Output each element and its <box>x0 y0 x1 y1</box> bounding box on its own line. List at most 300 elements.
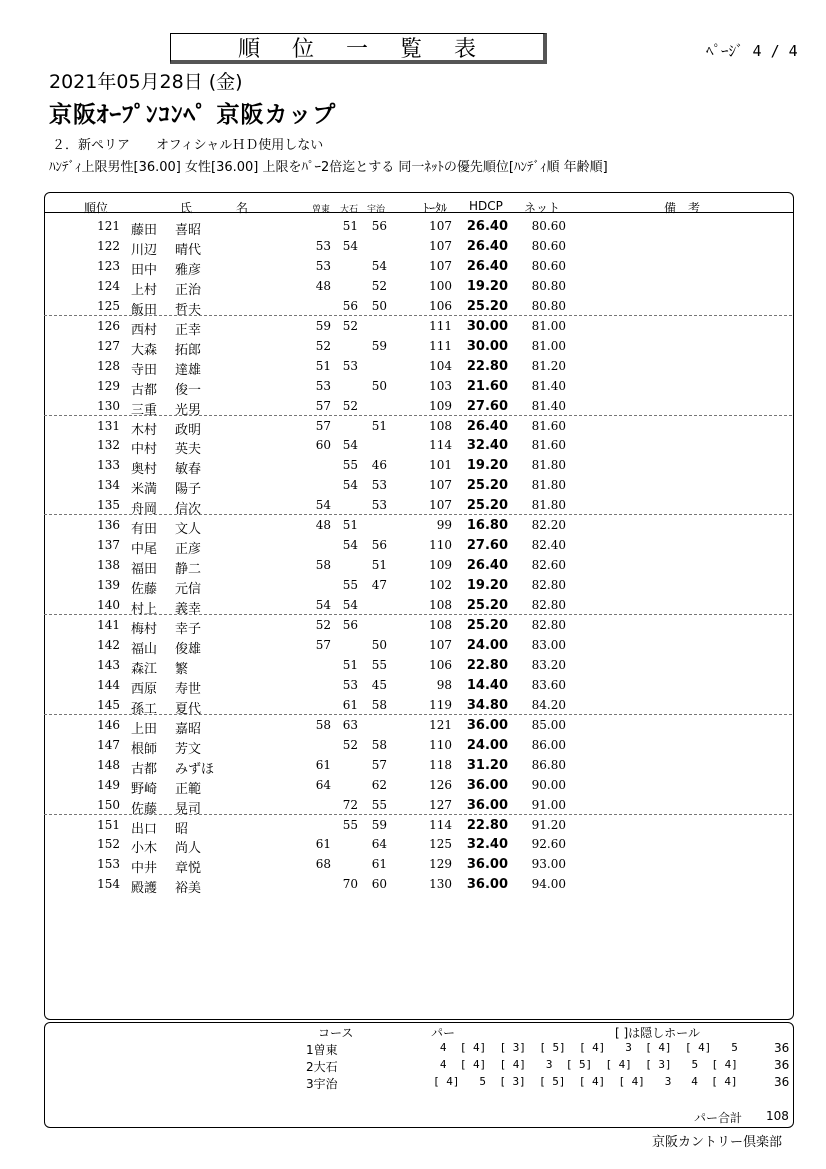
rank-cell: 135 <box>97 498 120 513</box>
col-hdcp: HDCP <box>469 199 503 213</box>
total-cell: 111 <box>429 318 452 333</box>
course-3-pars: [ 4] 5 [ 3] [ 5] [ 4] [ 4] 3 4 [ 4] <box>433 1075 738 1088</box>
surname-cell: 孫工 <box>131 701 158 717</box>
course-2-score: 56 <box>342 618 358 632</box>
net-cell: 81.80 <box>531 458 566 473</box>
course-3-score: 51 <box>371 558 387 573</box>
surname-cell: 三重 <box>131 402 158 418</box>
total-cell: 126 <box>429 777 452 792</box>
given-name-cell: 幸子 <box>175 622 202 637</box>
course-3-score: 57 <box>371 757 387 772</box>
net-cell: 83.60 <box>531 677 566 692</box>
net-cell: 80.80 <box>531 298 566 313</box>
table-row <box>44 356 792 376</box>
surname-cell: 森江 <box>131 661 158 677</box>
rank-cell: 146 <box>97 717 120 732</box>
rank-cell: 121 <box>97 219 120 233</box>
given-name-cell: 寿世 <box>175 681 202 697</box>
course-3-score: 64 <box>371 837 387 852</box>
net-cell: 82.80 <box>531 598 566 613</box>
given-name-cell: 元信 <box>175 582 202 598</box>
hdcp-cell: 27.60 <box>466 398 508 414</box>
net-cell: 92.60 <box>531 837 566 852</box>
course-2-score: 54 <box>342 598 358 613</box>
course-2-score: 52 <box>342 737 358 752</box>
rank-cell: 124 <box>97 278 120 293</box>
total-cell: 114 <box>429 817 452 832</box>
given-name-cell: 晃司 <box>175 801 202 817</box>
rank-cell: 133 <box>97 458 120 473</box>
surname-cell: 村上 <box>131 602 158 618</box>
total-cell: 107 <box>429 219 452 233</box>
given-name-cell: 裕美 <box>175 881 202 897</box>
table-row <box>44 575 792 598</box>
table-row <box>44 735 792 755</box>
course-2-score: 51 <box>342 657 358 672</box>
rank-cell: 154 <box>97 877 120 892</box>
hdcp-cell: 19.20 <box>466 578 508 594</box>
rule-line-2: ﾊﾝﾃﾞｨ上限男性[36.00] 女性[36.00] 上限をﾊﾟｰ2倍迄とする 同一ﾈｯﾄの優先順位[ﾊﾝﾃﾞｨ順 年齢順] <box>49 160 608 175</box>
course-3-score: 45 <box>371 677 387 692</box>
net-cell: 91.20 <box>531 817 566 832</box>
table-row <box>44 695 792 715</box>
total-cell: 130 <box>429 877 452 892</box>
course-1-score: 57 <box>315 398 331 413</box>
col-course-1: 曽東 <box>312 205 331 215</box>
course-3-score: 50 <box>371 378 387 393</box>
net-cell: 82.80 <box>531 618 566 632</box>
surname-cell: 有田 <box>131 522 158 538</box>
total-cell: 109 <box>429 558 452 573</box>
course-1-score: 52 <box>315 338 331 353</box>
course-3-score: 56 <box>371 219 387 233</box>
surname-cell: 木村 <box>131 422 158 438</box>
rank-cell: 130 <box>97 398 120 413</box>
net-cell: 86.80 <box>531 757 566 772</box>
total-cell: 114 <box>429 438 452 453</box>
surname-cell: 寺田 <box>131 362 158 378</box>
course-2-score: 54 <box>342 438 358 453</box>
given-name-cell: 達雄 <box>175 362 202 378</box>
course-1-score: 61 <box>315 757 331 772</box>
table-row <box>44 535 792 558</box>
rank-cell: 137 <box>97 538 120 553</box>
given-name-cell: 夏代 <box>175 701 202 717</box>
table-row <box>44 416 792 436</box>
hdcp-cell: 36.00 <box>466 857 508 873</box>
rank-cell: 142 <box>97 637 120 652</box>
surname-cell: 大森 <box>131 342 158 358</box>
table-row <box>44 396 792 416</box>
given-name-cell: 昭 <box>175 821 189 837</box>
total-cell: 102 <box>429 578 452 593</box>
given-name-cell: 信次 <box>175 502 202 518</box>
surname-cell: 藤田 <box>131 223 158 238</box>
course-3-score: 46 <box>371 458 387 473</box>
rank-cell: 141 <box>97 618 120 632</box>
table-row <box>44 256 792 276</box>
course-3-score: 55 <box>371 657 387 672</box>
course-1-score: 53 <box>315 378 331 393</box>
hdcp-cell: 25.20 <box>466 478 508 494</box>
course-3-score: 54 <box>371 258 387 273</box>
surname-cell: 福山 <box>131 641 158 657</box>
table-row <box>44 595 792 618</box>
net-cell: 80.60 <box>531 238 566 253</box>
given-name-cell: 俊一 <box>175 382 202 398</box>
hdcp-cell: 26.40 <box>466 238 508 254</box>
net-cell: 81.80 <box>531 478 566 493</box>
surname-cell: 奥村 <box>131 462 158 478</box>
surname-cell: 川辺 <box>131 242 158 258</box>
surname-cell: 梅村 <box>131 622 158 637</box>
table-row <box>44 755 792 775</box>
course-2-total: 36 <box>774 1058 790 1072</box>
net-cell: 94.00 <box>531 877 566 892</box>
course-3-score: 47 <box>371 578 387 593</box>
course-1-score: 57 <box>315 418 331 433</box>
given-name-cell: 正幸 <box>175 322 202 338</box>
table-row <box>44 815 792 835</box>
par-total-label: パー合計 <box>694 1111 743 1125</box>
total-cell: 129 <box>429 857 452 872</box>
col-course-3: 宇治 <box>367 205 386 215</box>
surname-cell: 上村 <box>131 282 158 298</box>
rank-cell: 134 <box>97 478 120 493</box>
hidden-hole-note: [ ]は隠しホール <box>615 1026 700 1040</box>
total-cell: 119 <box>429 697 452 712</box>
course-2-score: 55 <box>342 817 358 832</box>
hdcp-cell: 26.40 <box>466 258 508 274</box>
net-cell: 86.00 <box>531 737 566 752</box>
rank-cell: 129 <box>97 378 120 393</box>
surname-cell: 古都 <box>131 382 158 398</box>
rank-cell: 128 <box>97 358 120 373</box>
total-cell: 107 <box>429 258 452 273</box>
given-name-cell: 芳文 <box>175 741 202 757</box>
given-name-cell: 章悦 <box>175 861 202 877</box>
given-name-cell: 嘉昭 <box>175 721 202 737</box>
course-3-score: 50 <box>371 637 387 652</box>
table-row <box>44 495 792 518</box>
given-name-cell: 正治 <box>175 282 202 298</box>
hdcp-cell: 32.40 <box>466 837 508 853</box>
hdcp-cell: 32.40 <box>466 438 508 454</box>
net-cell: 81.40 <box>531 378 566 393</box>
net-cell: 81.80 <box>531 498 566 513</box>
net-cell: 82.40 <box>531 538 566 553</box>
net-cell: 90.00 <box>531 777 566 792</box>
hdcp-cell: 25.20 <box>466 618 508 633</box>
net-cell: 81.00 <box>531 318 566 333</box>
course-3-score: 56 <box>371 538 387 553</box>
hdcp-cell: 22.80 <box>466 817 508 833</box>
hdcp-cell: 26.40 <box>466 558 508 574</box>
course-2-score: 53 <box>342 358 358 373</box>
course-3-score: 60 <box>371 877 387 892</box>
given-name-cell: 光男 <box>175 402 202 418</box>
rank-cell: 125 <box>97 298 120 313</box>
surname-cell: 出口 <box>131 821 158 837</box>
col-net: ネット <box>524 201 561 215</box>
total-cell: 107 <box>429 238 452 253</box>
total-cell: 103 <box>429 378 452 393</box>
rank-cell: 123 <box>97 258 120 273</box>
course-2-score: 51 <box>342 518 358 533</box>
given-name-cell: 陽子 <box>175 482 202 498</box>
course-3-score: 62 <box>371 777 387 792</box>
course-3-name: 3宇治 <box>306 1077 338 1091</box>
club-name: 京阪カントリー倶楽部 <box>652 1135 783 1150</box>
total-cell: 108 <box>429 418 452 433</box>
course-2-score: 52 <box>342 398 358 413</box>
surname-cell: 佐藤 <box>131 582 158 598</box>
given-name-cell: 敏春 <box>175 462 202 478</box>
table-row <box>44 455 792 478</box>
table-row <box>44 555 792 578</box>
col-total: ﾄｰﾀﾙ <box>423 201 448 215</box>
course-1-score: 57 <box>315 637 331 652</box>
surname-cell: 中尾 <box>131 542 158 558</box>
surname-cell: 中井 <box>131 861 158 877</box>
col-course-2: 大石 <box>340 205 359 215</box>
hdcp-cell: 21.60 <box>466 378 508 394</box>
course-1-score: 51 <box>315 358 331 373</box>
total-cell: 108 <box>429 598 452 613</box>
course-3-score: 59 <box>371 338 387 353</box>
rank-cell: 150 <box>97 797 120 812</box>
rule-line-1: ２．新ペリア オフィシャルＨＤ使用しない <box>52 138 324 153</box>
rank-cell: 151 <box>97 817 120 832</box>
net-cell: 84.20 <box>531 697 566 712</box>
rank-cell: 139 <box>97 578 120 593</box>
course-2-score: 55 <box>342 458 358 473</box>
surname-cell: 福田 <box>131 562 158 578</box>
hdcp-cell: 30.00 <box>466 318 508 334</box>
table-row <box>44 615 792 635</box>
course-2-score: 54 <box>342 538 358 553</box>
table-row <box>44 795 792 815</box>
course-2-score: 54 <box>342 238 358 253</box>
table-row <box>44 715 792 735</box>
net-cell: 80.80 <box>531 278 566 293</box>
total-cell: 110 <box>429 538 452 553</box>
net-cell: 91.00 <box>531 797 566 812</box>
table-row <box>44 834 792 857</box>
course-2-pars: 4 [ 4] [ 4] 3 [ 5] [ 4] [ 3] 5 [ 4] <box>420 1058 738 1071</box>
hdcp-cell: 22.80 <box>466 358 508 374</box>
total-cell: 127 <box>429 797 452 812</box>
course-1-score: 54 <box>315 598 331 613</box>
course-1-score: 60 <box>315 438 331 453</box>
rank-cell: 147 <box>97 737 120 752</box>
net-cell: 81.00 <box>531 338 566 353</box>
hdcp-cell: 36.00 <box>466 717 508 733</box>
rank-cell: 153 <box>97 857 120 872</box>
table-row <box>44 635 792 655</box>
course-3-score: 59 <box>371 817 387 832</box>
given-name-cell: 哲夫 <box>175 302 202 318</box>
course-1-score: 58 <box>315 558 331 573</box>
hdcp-cell: 25.20 <box>466 598 508 614</box>
hdcp-cell: 26.40 <box>466 219 508 234</box>
rank-cell: 132 <box>97 438 120 453</box>
given-name-cell: 俊雄 <box>175 641 202 657</box>
course-1-score: 48 <box>315 518 331 533</box>
table-row <box>44 655 792 675</box>
surname-cell: 米満 <box>131 482 158 498</box>
hdcp-cell: 31.20 <box>466 757 508 773</box>
course-1-score: 64 <box>315 777 331 792</box>
given-name-cell: 正彦 <box>175 542 202 558</box>
total-cell: 99 <box>436 518 452 533</box>
hdcp-cell: 34.80 <box>466 697 508 713</box>
total-cell: 107 <box>429 498 452 513</box>
hdcp-cell: 19.20 <box>466 278 508 294</box>
surname-cell: 西村 <box>131 322 158 338</box>
course-1-score: 59 <box>315 318 331 333</box>
page-number: ﾍﾟｰｼﾞ 4 / 4 <box>706 42 798 60</box>
course-2-score: 70 <box>342 877 358 892</box>
net-cell: 82.20 <box>531 518 566 533</box>
net-cell: 81.60 <box>531 438 566 453</box>
net-cell: 82.80 <box>531 578 566 593</box>
course-2-score: 53 <box>342 677 358 692</box>
hdcp-cell: 30.00 <box>466 338 508 354</box>
given-name-cell: 静二 <box>175 562 202 578</box>
rank-cell: 127 <box>97 338 120 353</box>
given-name-cell: 正範 <box>175 781 202 797</box>
hdcp-cell: 36.00 <box>466 877 508 893</box>
rank-cell: 144 <box>97 677 120 692</box>
total-cell: 125 <box>429 837 452 852</box>
table-row <box>44 276 792 296</box>
table-row <box>44 296 792 316</box>
table-row <box>44 216 792 236</box>
given-name-cell: 義幸 <box>175 602 202 618</box>
total-cell: 110 <box>429 737 452 752</box>
given-name-cell: 尚人 <box>175 841 202 857</box>
course-3-score: 52 <box>371 278 387 293</box>
given-name-cell: 英夫 <box>175 442 202 458</box>
col-remarks: 備 考 <box>664 201 701 215</box>
total-cell: 108 <box>429 618 452 632</box>
table-row <box>44 515 792 538</box>
hdcp-cell: 25.20 <box>466 298 508 314</box>
table-row <box>44 336 792 356</box>
surname-cell: 中村 <box>131 442 158 458</box>
course-3-score: 58 <box>371 737 387 752</box>
course-3-score: 53 <box>371 478 387 493</box>
course-2-score: 55 <box>342 578 358 593</box>
given-name-cell: 拓郎 <box>175 342 202 358</box>
rank-cell: 148 <box>97 757 120 772</box>
table-row <box>44 675 792 695</box>
event-date: 2021年05月28日 (金) <box>49 71 243 93</box>
table-row <box>44 775 792 795</box>
total-cell: 106 <box>429 298 452 313</box>
course-3-total: 36 <box>774 1075 790 1089</box>
course-3-score: 58 <box>371 697 387 712</box>
course-3-score: 53 <box>371 498 387 513</box>
net-cell: 80.60 <box>531 219 566 233</box>
course-1-score: 53 <box>315 238 331 253</box>
course-1-score: 52 <box>315 618 331 632</box>
table-row <box>44 475 792 498</box>
rank-cell: 140 <box>97 598 120 613</box>
hdcp-cell: 36.00 <box>466 777 508 793</box>
rank-cell: 126 <box>97 318 120 333</box>
surname-cell: 田中 <box>131 262 158 278</box>
course-1-name: 1曽東 <box>306 1043 338 1057</box>
rank-cell: 145 <box>97 697 120 712</box>
course-2-score: 51 <box>342 219 358 233</box>
hdcp-cell: 24.00 <box>466 637 508 653</box>
course-1-pars: 4 [ 4] [ 3] [ 5] [ 4] 3 [ 4] [ 4] 5 <box>420 1041 738 1054</box>
surname-cell: 上田 <box>131 721 158 737</box>
total-cell: 100 <box>429 278 452 293</box>
given-name-cell: 文人 <box>175 522 202 538</box>
hdcp-cell: 27.60 <box>466 538 508 554</box>
table-row <box>44 316 792 336</box>
net-cell: 81.40 <box>531 398 566 413</box>
net-cell: 80.60 <box>531 258 566 273</box>
course-1-score: 53 <box>315 258 331 273</box>
hdcp-cell: 36.00 <box>466 797 508 813</box>
total-cell: 101 <box>429 458 452 473</box>
surname-cell: 飯田 <box>131 302 158 318</box>
course-3-score: 51 <box>371 418 387 433</box>
page-title: 順位一覧表 <box>170 33 547 64</box>
hdcp-cell: 19.20 <box>466 458 508 474</box>
total-cell: 98 <box>436 677 452 692</box>
course-1-total: 36 <box>774 1041 790 1055</box>
rank-cell: 143 <box>97 657 120 672</box>
surname-cell: 西原 <box>131 681 158 697</box>
table-row <box>44 874 792 897</box>
course-1-score: 58 <box>315 717 331 732</box>
course-1-score: 54 <box>315 498 331 513</box>
total-cell: 104 <box>429 358 452 373</box>
course-1-score: 48 <box>315 278 331 293</box>
hdcp-cell: 22.80 <box>466 657 508 673</box>
col-name-2: 名 <box>236 201 249 215</box>
rank-cell: 122 <box>97 238 120 253</box>
net-cell: 83.20 <box>531 657 566 672</box>
given-name-cell: 繁 <box>175 661 189 677</box>
hdcp-cell: 26.40 <box>466 418 508 434</box>
net-cell: 85.00 <box>531 717 566 732</box>
col-rank: 順位 <box>84 201 109 215</box>
total-cell: 121 <box>429 717 452 732</box>
net-cell: 83.00 <box>531 637 566 652</box>
table-row <box>44 435 792 458</box>
given-name-cell: 雅彦 <box>175 262 202 278</box>
course-2-score: 52 <box>342 318 358 333</box>
course-1-score: 68 <box>315 857 331 872</box>
course-2-name: 2大石 <box>306 1060 338 1074</box>
course-2-score: 61 <box>342 697 358 712</box>
table-row <box>44 236 792 256</box>
table-row <box>44 854 792 877</box>
course-2-score: 54 <box>342 478 358 493</box>
rank-cell: 152 <box>97 837 120 852</box>
course-1-score: 61 <box>315 837 331 852</box>
table-row <box>44 376 792 396</box>
net-cell: 93.00 <box>531 857 566 872</box>
surname-cell: 野崎 <box>131 781 158 797</box>
given-name-cell: 晴代 <box>175 242 202 258</box>
